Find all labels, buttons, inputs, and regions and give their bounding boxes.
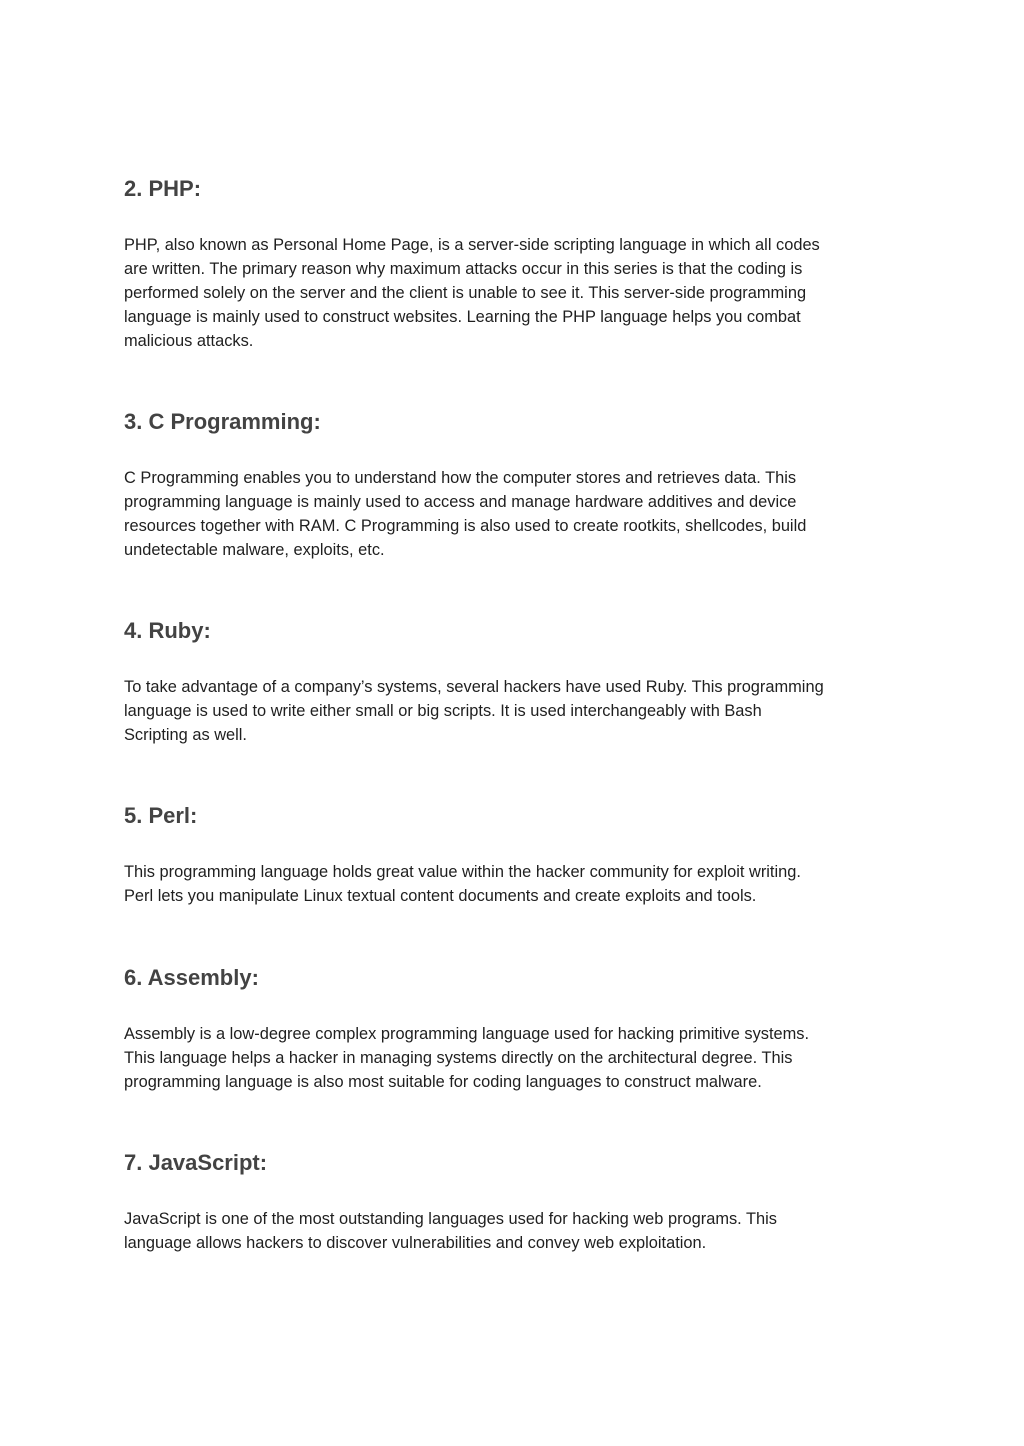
section-heading: 3. C Programming: [124, 409, 321, 434]
paragraph-line: Assembly is a low-degree complex programming language used for hacking primitive systems. [124, 1025, 810, 1043]
section-paragraph [124, 1207, 904, 1255]
paragraph-line: are written. The primary reason why maximum attacks occur in this series is that the coding is [124, 260, 803, 278]
section-heading: 7. JavaScript: [124, 1150, 268, 1175]
section-php [124, 176, 904, 353]
paragraph-line: To take advantage of a company’s systems, several hackers have used Ruby. This programming [124, 678, 824, 696]
paragraph-line: programming language is also most suitable for coding languages to construct malware. [124, 1073, 762, 1091]
section-heading: 2. PHP: [124, 176, 202, 201]
section-perl [124, 803, 904, 908]
section-paragraph [124, 466, 904, 562]
paragraph-line: C Programming enables you to understand how the computer stores and retrieves data. This [124, 469, 797, 487]
paragraph-line: Scripting as well. [124, 726, 247, 744]
paragraph-line: programming language is mainly used to access and manage hardware additives and device [124, 493, 797, 511]
paragraph-line: language allows hackers to discover vulnerabilities and convey web exploitation. [124, 1234, 707, 1252]
section-c-programming [124, 409, 904, 562]
paragraph-line: performed solely on the server and the client is unable to see it. This server-side programming [124, 284, 807, 302]
paragraph-line: undetectable malware, exploits, etc. [124, 541, 385, 559]
section-heading: 5. Perl: [124, 803, 198, 828]
paragraph-line: This language helps a hacker in managing systems directly on the architectural degree. This [124, 1049, 793, 1067]
paragraph-line: language is mainly used to construct websites. Learning the PHP language helps you combat [124, 308, 801, 326]
paragraph-line: This programming language holds great value within the hacker community for exploit writing. [124, 863, 801, 881]
section-paragraph [124, 1022, 904, 1094]
paragraph-line: PHP, also known as Personal Home Page, is a server-side scripting language in which all codes [124, 236, 820, 254]
paragraph-line: Perl lets you manipulate Linux textual content documents and create exploits and tools. [124, 887, 757, 905]
section-heading: 6. Assembly: [124, 965, 259, 990]
section-assembly [124, 965, 904, 1094]
paragraph-line: JavaScript is one of the most outstanding languages used for hacking web programs. This [124, 1210, 777, 1228]
section-ruby [124, 618, 904, 747]
paragraph-line: language is used to write either small or big scripts. It is used interchangeably with Bash [124, 702, 762, 720]
paragraph-line: malicious attacks. [124, 332, 254, 350]
section-paragraph [124, 675, 904, 747]
section-javascript [124, 1150, 904, 1255]
section-paragraph [124, 233, 904, 353]
section-heading: 4. Ruby: [124, 618, 211, 643]
section-paragraph [124, 860, 904, 908]
paragraph-line: resources together with RAM. C Programming is also used to create rootkits, shellcodes, build [124, 517, 807, 535]
